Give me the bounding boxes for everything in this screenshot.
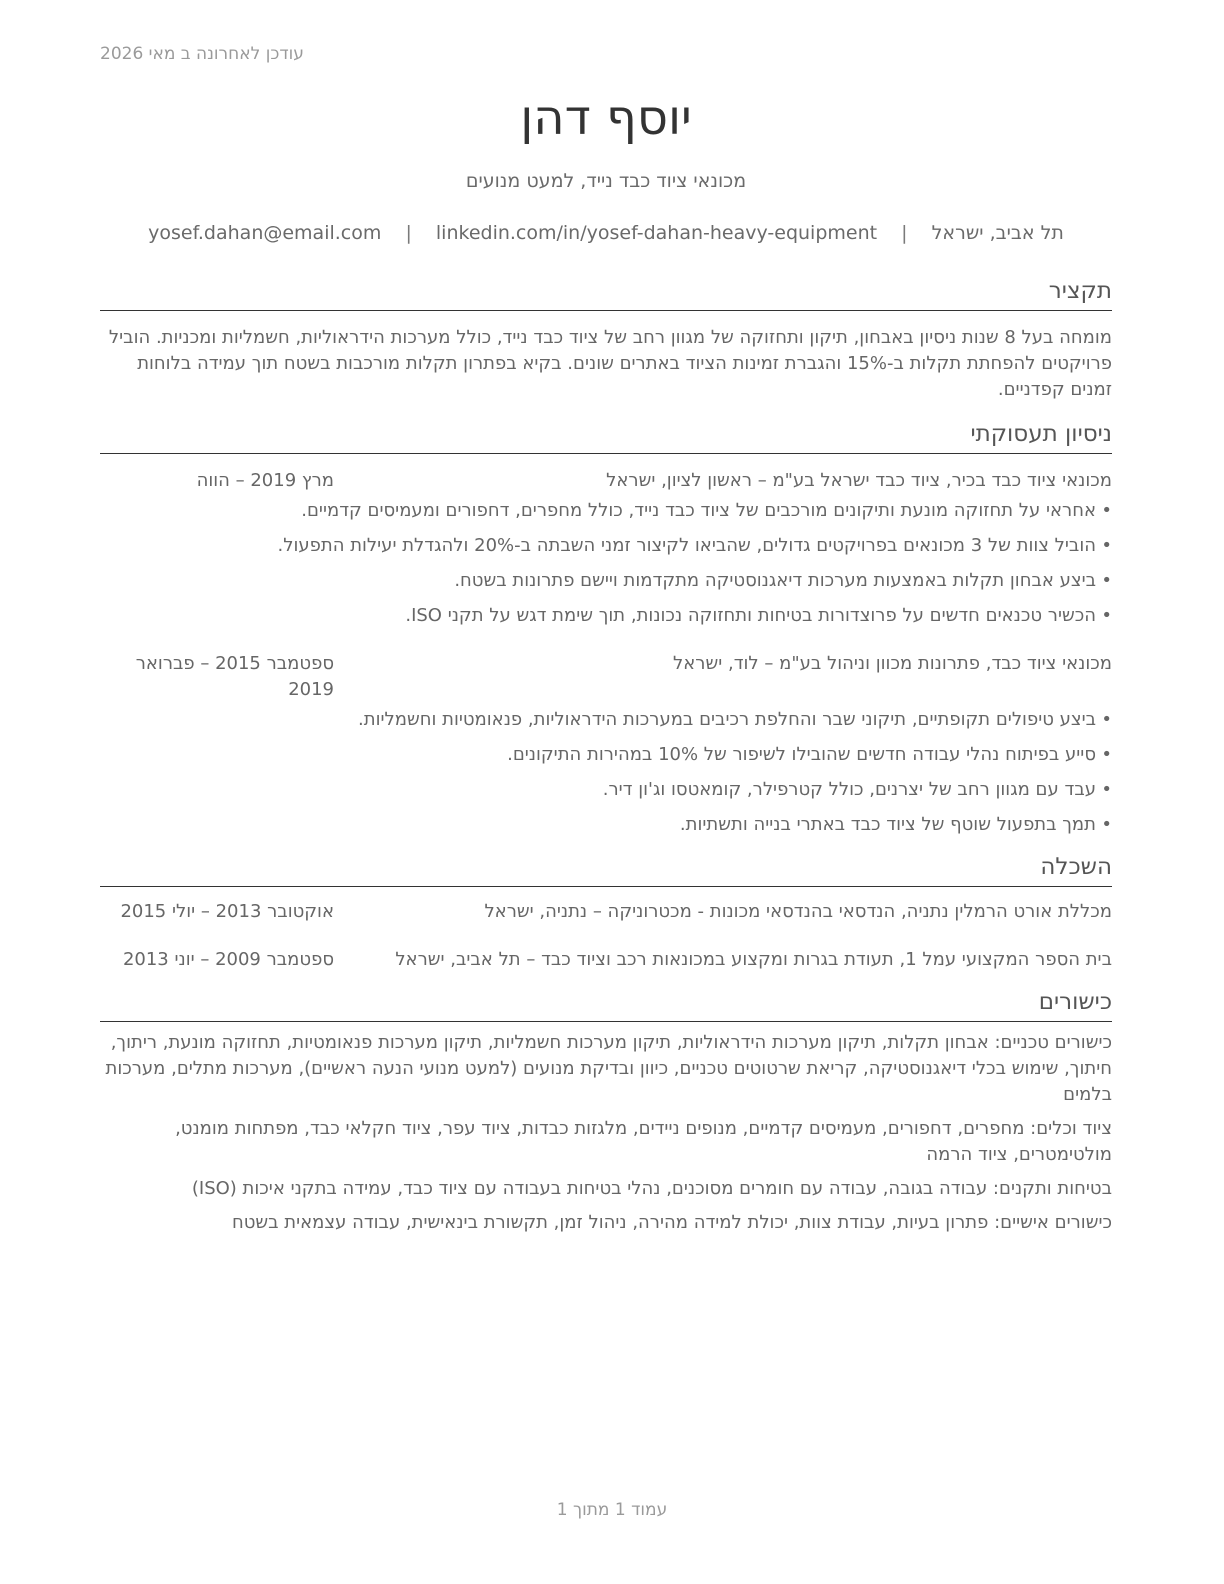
page-number: עמוד 1 מתוך 1 (556, 1500, 668, 1520)
job-dates: ספטמבר 2015 – פברואר 2019 (135, 653, 334, 700)
education-org: מכללת אורט הרמלין נתניה, הנדסאי בהנדסאי מכונות - מכטרוניקה – נתניה, ישראל (484, 901, 1112, 922)
section-heading-skills: כישורים (100, 987, 1112, 1022)
contact-linkedin[interactable]: linkedin.com/in/yosef-dahan-heavy-equipment (435, 222, 878, 244)
job-entry (100, 651, 1112, 838)
skill-line: ציוד וכלים: מחפרים, דחפורים, מעמיסים קדמיים, מנופים ניידים, מלגזות כבדות, ציוד עפר, ציוד חקלאי כבד, מפתחות מומנט, מולטימטרים, ציוד הרמה (175, 1118, 1112, 1165)
contact-separator: | (405, 222, 412, 244)
education-entry (100, 947, 1112, 973)
job-bullet: • ביצע אבחון תקלות באמצעות מערכות דיאגנוסטיקה מתקדמות ויישם פתרונות בשטח. (100, 568, 1096, 594)
job-dates: מרץ 2019 – הווה (196, 470, 334, 491)
job-org: מכונאי ציוד כבד בכיר, ציוד כבד ישראל בע"מ – ראשון לציון, ישראל (606, 470, 1112, 491)
resume-header (100, 86, 1112, 246)
candidate-title: מכונאי ציוד כבד נייד, למעט מנועים (465, 170, 747, 192)
job-bullet: • הכשיר טכנאים חדשים על פרוצדורות בטיחות ותחזוקה נכונות, תוך שימת דגש על תקני ISO. (100, 603, 1096, 629)
section-heading-experience: ניסיון תעסוקתי (100, 419, 1112, 454)
contact-email[interactable]: yosef.dahan@email.com (148, 222, 382, 244)
education-section (100, 852, 1112, 973)
summary-section (100, 276, 1112, 403)
contact-separator: | (901, 222, 908, 244)
section-heading-education: השכלה (100, 852, 1112, 887)
job-bullet: • עבד עם מגוון רחב של יצרנים, כולל קטרפילר, קומאטסו וג'ון דיר. (100, 777, 1096, 803)
job-bullet: • ביצע טיפולים תקופתיים, תיקוני שבר והחלפת רכיבים במערכות הידראוליות, פנאומטיות וחשמליות. (100, 707, 1096, 733)
job-bullet: • אחראי על תחזוקה מונעת ותיקונים מורכבים של ציוד כבד נייד, כולל מחפרים, דחפורים ומעמיסים קדמיים. (100, 498, 1096, 524)
education-org: בית הספר המקצועי עמל 1, תעודת בגרות ומקצוע במכונאות רכב וציוד כבד – תל אביב, ישראל (395, 949, 1112, 970)
skills-section (100, 987, 1112, 1236)
summary-text: מומחה בעל 8 שנות ניסיון באבחון, תיקון ותחזוקה של מגוון רחב של ציוד כבד נייד, כולל מערכות הידראוליות, חשמליות ומכניות. הוביל פרויקטים להפחתת תקלות ב-15% והגברת זמינות הציוד באתרים שונים. בקיא בפתרון תקלות מורכבות בשטח תוך עמידה בלוחות זמנים קפדניים. (108, 327, 1112, 400)
candidate-name: יוסף דהן (520, 90, 692, 146)
job-org: מכונאי ציוד כבד, פתרונות מכוון וניהול בע"מ – לוד, ישראל (673, 653, 1112, 674)
contact-location: תל אביב, ישראל (931, 222, 1064, 244)
job-bullets (100, 498, 1112, 629)
contact-line (100, 220, 1112, 246)
section-heading-summary: תקציר (100, 276, 1112, 311)
education-entry (100, 899, 1112, 925)
skill-line: כישורים טכניים: אבחון תקלות, תיקון מערכות הידראוליות, תיקון מערכות חשמליות, תיקון מערכות פנאומטיות, תחזוקה מונעת, ריתוך, חיתוך, שימוש בכלי דיאגנוסטיקה, קריאת שרטוטים טכניים, כיוון ובדיקת מנועים (למעט מנועי הנעה ראשיים), מערכות מתלים, מערכות בלמים (105, 1032, 1112, 1105)
job-bullet: • תמך בתפעול שוטף של ציוד כבד באתרי בנייה ותשתיות. (100, 812, 1096, 838)
skill-line: בטיחות ותקנים: עבודה בגובה, עבודה עם חומרים מסוכנים, נהלי בטיחות בעבודה עם ציוד כבד, עמידה בתקני איכות (ISO) (191, 1178, 1112, 1199)
experience-section (100, 419, 1112, 838)
job-bullet: • סייע בפיתוח נהלי עבודה חדשים שהובילו לשיפור של 10% במהירות התיקונים. (100, 742, 1096, 768)
job-bullets (100, 707, 1112, 838)
job-bullet: • הוביל צוות של 3 מכונאים בפרויקטים גדולים, שהביאו לקיצור זמני השבתה ב-20% ולהגדלת יעילות התפעול. (100, 533, 1096, 559)
last-updated: עודכן לאחרונה ב מאי 2026 (100, 44, 304, 64)
resume-content (100, 276, 1112, 1236)
education-dates: ספטמבר 2009 – יוני 2013 (122, 949, 334, 970)
skill-line: כישורים אישיים: פתרון בעיות, עבודת צוות, יכולת למידה מהירה, ניהול זמן, תקשורת בינאישית, עבודה עצמאית בשטח (231, 1212, 1112, 1233)
education-dates: אוקטובר 2013 – יולי 2015 (120, 901, 334, 922)
job-entry (100, 468, 1112, 629)
